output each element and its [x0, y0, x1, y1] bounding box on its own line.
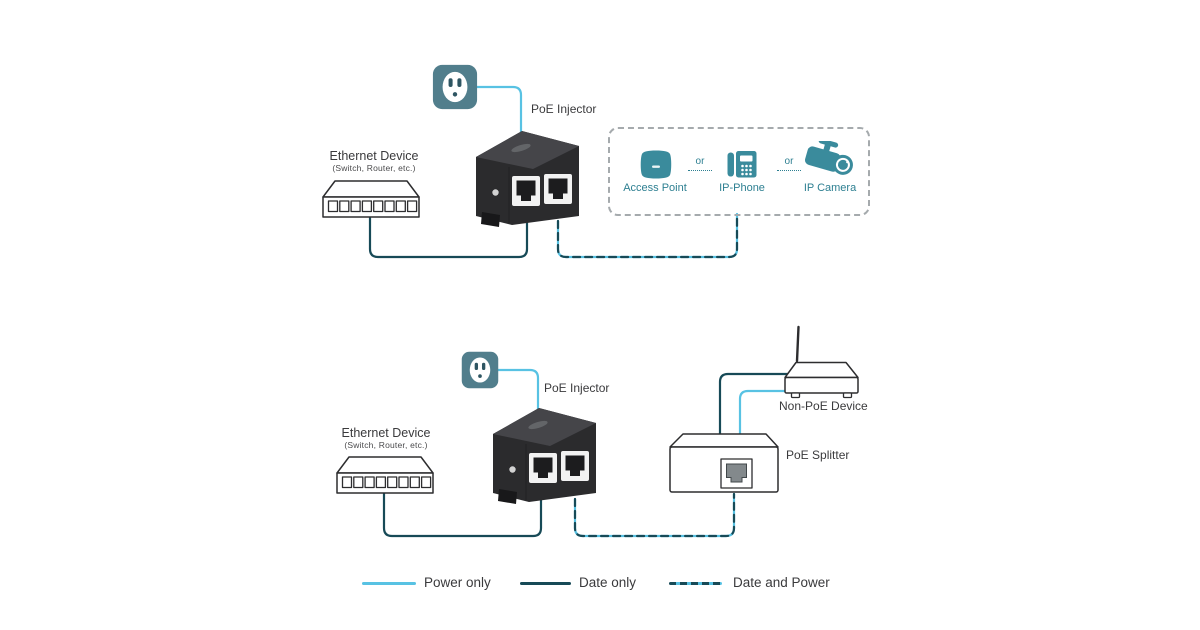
or-text-2: or — [784, 156, 794, 167]
ip-camera-label: IP Camera — [803, 182, 857, 194]
ip-camera-icon — [804, 141, 856, 183]
poe-injector-label-bottom: PoE Injector — [544, 381, 610, 395]
access-point-icon — [639, 149, 673, 180]
or-separator-2 — [776, 156, 802, 171]
access-point-label: Access Point — [623, 182, 687, 194]
poe-splitter-label: PoE Splitter — [786, 448, 850, 462]
legend-data-and-power-swatch — [669, 582, 722, 585]
ethernet-device-label-top — [300, 149, 448, 174]
or-separator-1 — [687, 156, 713, 171]
legend-power-only-label: Power only — [424, 575, 491, 590]
or-separator-dots-2 — [777, 170, 801, 171]
or-text-1: or — [695, 156, 705, 167]
ethernet-device-label-bottom — [312, 426, 460, 451]
ip-phone-label: IP-Phone — [719, 182, 765, 194]
ethernet-device-title-bottom: Ethernet Device — [341, 426, 431, 440]
or-separator-dots-1 — [688, 170, 712, 171]
non-poe-device-label: Non-PoE Device — [779, 399, 868, 413]
legend-data-line-swatch — [520, 582, 571, 585]
ip-phone-icon — [727, 150, 757, 179]
ethernet-device-title-top: Ethernet Device — [329, 149, 419, 163]
legend-data-only-label: Date only — [579, 575, 637, 590]
ethernet-device-subtitle-top: (Switch, Router, etc.) — [332, 163, 416, 174]
poe-injector-label-top: PoE Injector — [531, 102, 597, 116]
legend-data-and-power-label: Date and Power — [733, 575, 830, 590]
legend-power-line-swatch — [362, 582, 416, 585]
ethernet-device-subtitle-bottom: (Switch, Router, etc.) — [344, 440, 428, 451]
powered-devices-group-box — [608, 127, 870, 216]
